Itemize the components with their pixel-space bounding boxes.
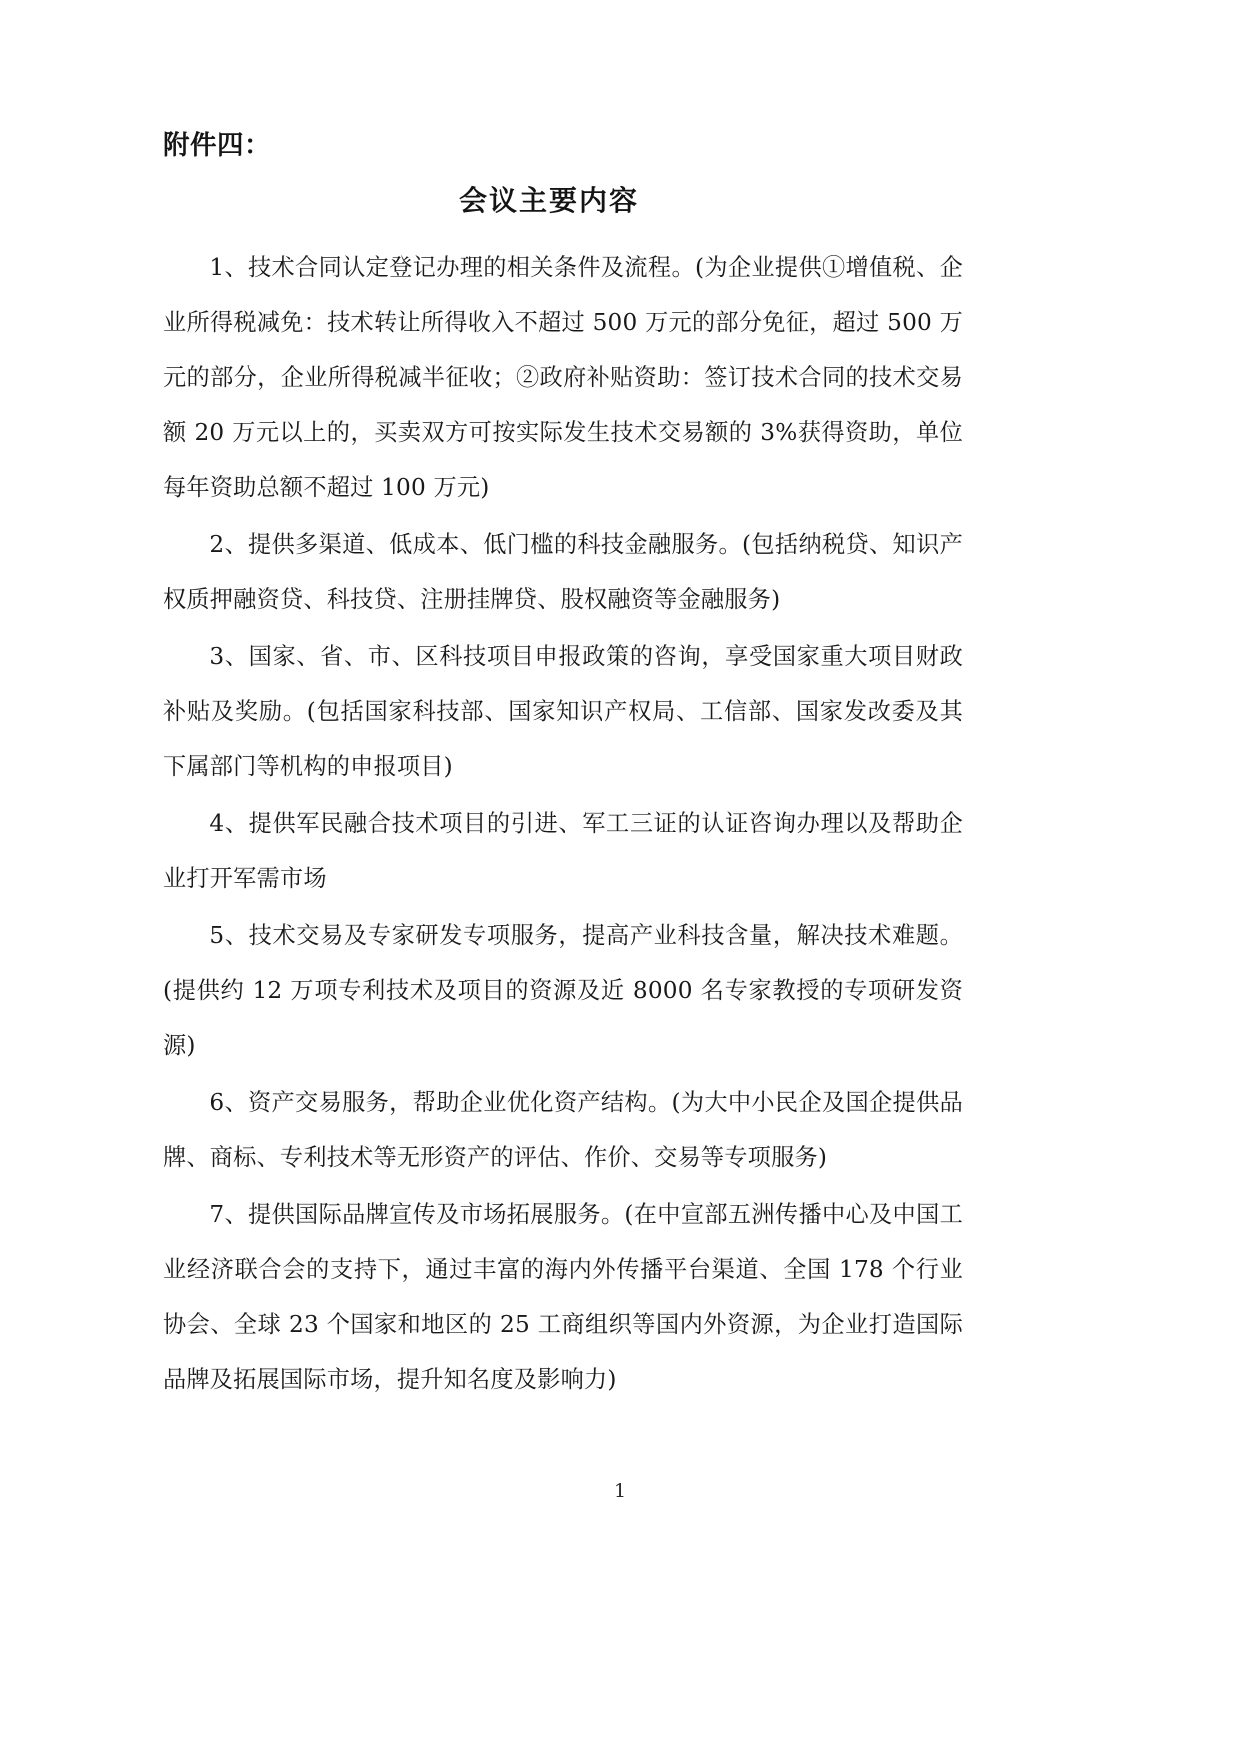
paragraph-item: 5、技术交易及专家研发专项服务，提高产业科技含量，解决技术难题。(提供约 12 万项专利技术及项目的资源及近 8000 名专家教授的专项研发资源) — [163, 921, 963, 1059]
document-content — [163, 128, 963, 1409]
paragraph-list — [163, 240, 963, 1407]
paragraph-item: 3、国家、省、市、区科技项目申报政策的咨询，享受国家重大项目财政补贴及奖励。(包括国家科技部、国家知识产权局、工信部、国家发改委及其下属部门等机构的申报项目) — [163, 642, 963, 780]
page-number: 1 — [613, 1480, 627, 1502]
paragraph-item: 2、提供多渠道、低成本、低门槛的科技金融服务。(包括纳税贷、知识产权质押融资贷、科技贷、注册挂牌贷、股权融资等金融服务) — [163, 530, 963, 613]
paragraph-item: 6、资产交易服务，帮助企业优化资产结构。(为大中小民企及国企提供品牌、商标、专利技术等无形资产的评估、作价、交易等专项服务) — [163, 1088, 963, 1171]
attachment-label: 附件四： — [163, 130, 271, 161]
paragraph-item: 1、技术合同认定登记办理的相关条件及流程。(为企业提供①增值税、企业所得税减免：技术转让所得收入不超过 500 万元的部分免征，超过 500 万元的部分，企业所得税减半征收；②政府补贴资助：签订技术合同的技术交易额 20 万元以上的，买卖双方可按实际发生技术交易额的 3%获得资助，单位每年资助总额不超过 100 万元) — [163, 253, 963, 501]
paragraph-item: 4、提供军民融合技术项目的引进、军工三证的认证咨询办理以及帮助企业打开军需市场 — [163, 809, 963, 892]
page-title: 会议主要内容 — [458, 183, 639, 217]
paragraph-item: 7、提供国际品牌宣传及市场拓展服务。(在中宣部五洲传播中心及中国工业经济联合会的支持下，通过丰富的海内外传播平台渠道、全国 178 个行业协会、全球 23 个国家和地区的 25 工商组织等国内外资源，为企业打造国际品牌及拓展国际市场，提升知名度及影响力) — [163, 1200, 963, 1393]
